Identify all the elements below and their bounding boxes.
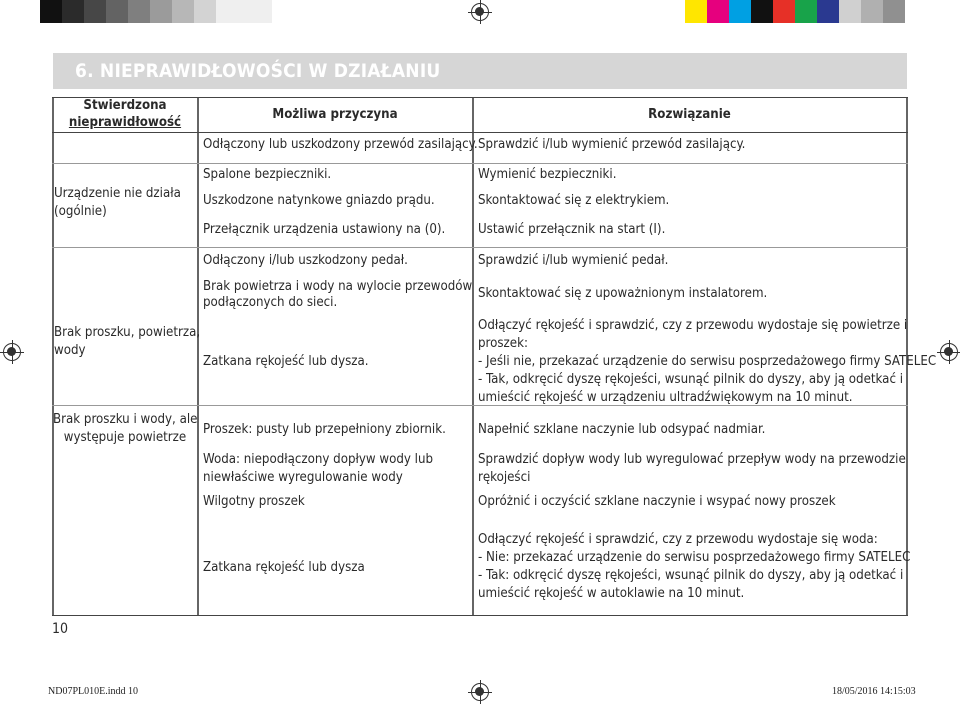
page-number: 10 — [52, 621, 69, 637]
swatch — [106, 0, 128, 23]
header-cause: Możliwa przyczyna — [272, 107, 398, 122]
footer-datetime: 18/05/2016 14:15:03 — [832, 686, 916, 697]
solution: Sprawdzić i/lub wymienić przewód zasilający. — [478, 137, 746, 152]
registration-mark-icon — [471, 3, 489, 21]
cause: Brak powietrza i wody na wylocie przewodów — [203, 279, 473, 294]
header-problem-line2: nieprawidłowość — [68, 115, 182, 130]
header-problem: Stwierdzona — [83, 98, 167, 113]
swatch — [883, 0, 905, 23]
swatch — [194, 0, 216, 23]
problem-general-line2: (ogólnie) — [54, 204, 107, 219]
swatch — [707, 0, 729, 23]
solution: - Tak, odkręcić dyszę rękojeści, wsunąć pilnik do dyszy, aby ją odetkać i — [478, 372, 904, 387]
solution: - Tak: odkręcić dyszę rękojeści, wsunąć pilnik do dyszy, aby ją odetkać i — [478, 568, 904, 583]
cause: Proszek: pusty lub przepełniony zbiornik. — [203, 422, 446, 437]
cause: Zatkana rękojeść lub dysza. — [203, 354, 369, 369]
cause: Uszkodzone natynkowe gniazdo prądu. — [203, 193, 435, 208]
swatch — [172, 0, 194, 23]
swatch — [729, 0, 751, 23]
swatch — [128, 0, 150, 23]
swatch — [751, 0, 773, 23]
swatch — [84, 0, 106, 23]
cause: Odłączony lub uszkodzony przewód zasilający. — [203, 137, 478, 152]
cause: niewłaściwe wyregulowanie wody — [203, 470, 403, 485]
solution: Odłączyć rękojeść i sprawdzić, czy z przewodu wydostaje się woda: — [478, 532, 878, 547]
swatch — [817, 0, 839, 23]
problem-general: Urządzenie nie działa — [54, 186, 181, 201]
problem-no-powder-air-water-line2: wody — [54, 343, 86, 358]
problem-air-only-line2: występuje powietrze — [63, 430, 187, 445]
solution: Sprawdzić i/lub wymienić pedał. — [478, 253, 669, 268]
header-solution: Rozwiązanie — [648, 107, 731, 122]
solution: - Jeśli nie, przekazać urządzenie do serwisu posprzedażowego firmy SATELEC — [478, 354, 937, 369]
cause: Woda: niepodłączony dopływ wody lub — [203, 452, 433, 467]
problem-no-powder-air-water: Brak proszku, powietrza, — [54, 325, 201, 340]
swatch — [150, 0, 172, 23]
solution: Ustawić przełącznik na start (I). — [478, 222, 666, 237]
section-header — [53, 53, 907, 89]
swatch — [839, 0, 861, 23]
cause: Zatkana rękojeść lub dysza — [203, 560, 365, 575]
swatch — [216, 0, 272, 23]
solution: umieścić rękojeść w urządzeniu ultradźwiękowym na 10 minut. — [478, 390, 853, 405]
cause: Spalone bezpieczniki. — [203, 167, 332, 182]
solution: Skontaktować się z elektrykiem. — [478, 193, 670, 208]
cause: Przełącznik urządzenia ustawiony na (0). — [203, 222, 446, 237]
solution: Opróżnić i oczyścić szklane naczynie i wsypać nowy proszek — [478, 494, 836, 509]
solution: umieścić rękojeść w autoklawie na 10 minut. — [478, 586, 745, 601]
swatch — [40, 0, 62, 23]
swatch — [795, 0, 817, 23]
section-title: 6. NIEPRAWIDŁOWOŚCI W DZIAŁANIU — [75, 60, 441, 82]
registration-mark-icon — [940, 343, 958, 361]
registration-mark-icon — [3, 343, 21, 361]
row-separator — [52, 163, 908, 164]
cause: Odłączony i/lub uszkodzony pedał. — [203, 253, 408, 268]
solution: Napełnić szklane naczynie lub odsypać nadmiar. — [478, 422, 766, 437]
table-divider — [472, 97, 474, 616]
footer-file: ND07PL010E.indd 10 — [48, 686, 138, 697]
table-header-separator — [52, 132, 908, 133]
solution: Sprawdzić dopływ wody lub wyregulować przepływ wody na przewodzie — [478, 452, 906, 467]
registration-mark-icon — [471, 683, 489, 701]
swatch — [861, 0, 883, 23]
swatch — [685, 0, 707, 23]
swatch — [773, 0, 795, 23]
table-bottom-border — [52, 615, 908, 616]
solution: Odłączyć rękojeść i sprawdzić, czy z przewodu wydostaje się powietrze i — [478, 318, 908, 333]
swatch — [62, 0, 84, 23]
solution: proszek: — [478, 336, 528, 351]
cause: podłączonych do sieci. — [203, 295, 338, 310]
problem-air-only: Brak proszku i wody, ale — [53, 412, 198, 427]
cause: Wilgotny proszek — [203, 494, 305, 509]
solution: - Nie: przekazać urządzenie do serwisu posprzedażowego firmy SATELEC — [478, 550, 911, 565]
solution: Skontaktować się z upoważnionym instalatorem. — [478, 286, 768, 301]
solution: Wymienić bezpieczniki. — [478, 167, 617, 182]
row-separator — [52, 247, 908, 248]
solution: rękojeści — [478, 470, 531, 485]
table-divider — [197, 97, 199, 616]
